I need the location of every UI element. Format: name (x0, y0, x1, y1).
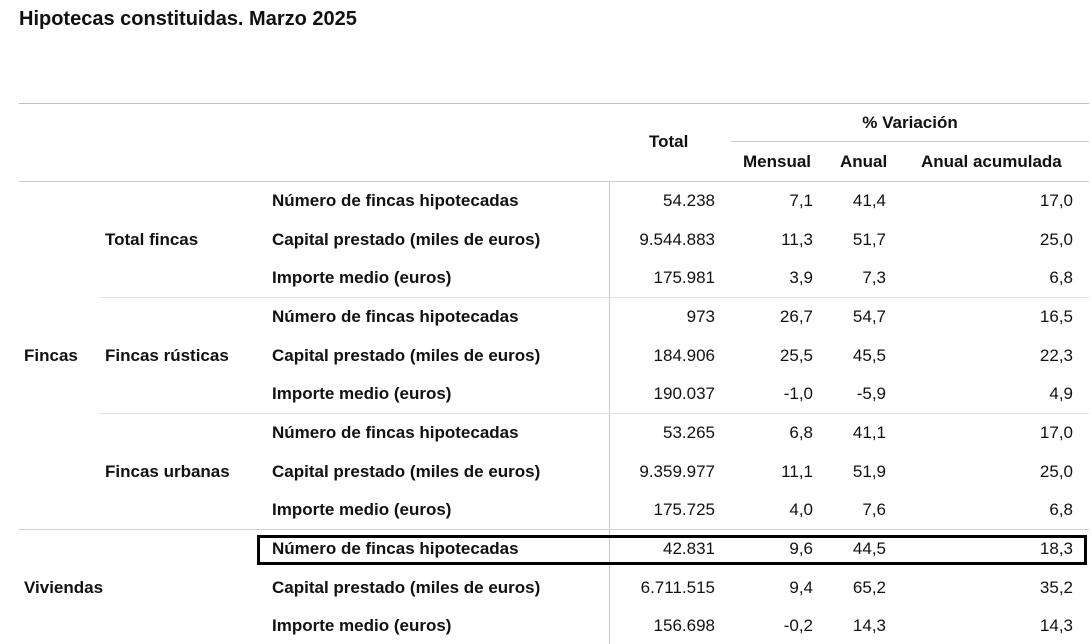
cell-anual: 41,4 (852, 191, 886, 210)
header-mensual: Mensual (743, 152, 812, 171)
row-label: Capital prestado (miles de euros) (272, 578, 541, 597)
row-label: Número de fincas hipotecadas (272, 307, 519, 326)
cell-anual-acumulada: 14,3 (1039, 616, 1073, 635)
group-label-fincas: Fincas (24, 346, 78, 365)
cell-mensual: 9,4 (789, 578, 813, 597)
cell-total: 6.711.515 (640, 578, 715, 597)
cell-anual-acumulada: 18,3 (1039, 539, 1073, 558)
cell-total: 156.698 (653, 616, 715, 635)
row-label: Capital prestado (miles de euros) (272, 346, 541, 365)
cell-anual: 51,9 (852, 462, 886, 481)
cell-anual-acumulada: 35,2 (1039, 578, 1073, 597)
cell-anual-acumulada: 16,5 (1039, 307, 1073, 326)
row-label: Importe medio (euros) (272, 268, 452, 287)
highlight-box (257, 535, 1087, 565)
header-total: Total (649, 132, 689, 151)
variacion-underline (731, 141, 1089, 142)
cell-total: 9.544.883 (639, 230, 715, 249)
cell-mensual: 6,8 (789, 423, 813, 442)
cell-total: 53.265 (663, 423, 715, 442)
cell-mensual: 11,3 (781, 230, 813, 249)
row-label: Número de fincas hipotecadas (272, 191, 519, 210)
subgroup-label-fincas-urbanas: Fincas urbanas (105, 462, 230, 481)
subgroup-separator (99, 413, 1089, 414)
cell-anual-acumulada: 6,8 (1049, 500, 1073, 519)
header-bottom-rule (19, 181, 1089, 182)
subgroup-label-total-fincas: Total fincas (105, 230, 199, 249)
page-title: Hipotecas constituidas. Marzo 2025 (19, 8, 357, 30)
cell-mensual: 11,1 (781, 462, 813, 481)
group-separator (19, 529, 1089, 530)
cell-anual: 54,7 (852, 307, 886, 326)
cell-anual: 45,5 (852, 346, 886, 365)
cell-anual: 51,7 (852, 230, 886, 249)
cell-anual: 7,3 (862, 268, 886, 287)
cell-mensual: -0,2 (783, 616, 813, 635)
cell-total: 175.725 (653, 500, 715, 519)
cell-anual-acumulada: 22,3 (1039, 346, 1073, 365)
cell-anual: 14,3 (852, 616, 886, 635)
cell-anual-acumulada: 17,0 (1039, 423, 1073, 442)
cell-anual-acumulada: 6,8 (1049, 268, 1073, 287)
cell-mensual: 3,9 (789, 268, 813, 287)
cell-anual: -5,9 (856, 384, 886, 403)
row-label: Capital prestado (miles de euros) (272, 230, 541, 249)
row-label: Número de fincas hipotecadas (272, 423, 519, 442)
cell-total: 973 (686, 307, 715, 326)
cell-total: 9.359.977 (639, 462, 715, 481)
cell-mensual: -1,0 (783, 384, 813, 403)
cell-total: 54.238 (663, 191, 715, 210)
cell-total: 190.037 (653, 384, 715, 403)
header-variacion: % Variación (862, 113, 958, 132)
subgroup-separator (99, 297, 1089, 298)
cell-total: 184.906 (653, 346, 715, 365)
cell-anual-acumulada: 25,0 (1039, 462, 1073, 481)
cell-anual-acumulada: 17,0 (1039, 191, 1073, 210)
row-label: Capital prestado (miles de euros) (272, 462, 541, 481)
cell-total: 175.981 (653, 268, 715, 287)
row-label: Número de fincas hipotecadas (272, 539, 519, 558)
cell-anual: 7,6 (862, 500, 886, 519)
row-label: Importe medio (euros) (272, 500, 452, 519)
cell-mensual: 26,7 (779, 307, 813, 326)
cell-anual-acumulada: 4,9 (1049, 384, 1073, 403)
cell-anual: 65,2 (852, 578, 886, 597)
header-anual-acumulada: Anual acumulada (921, 152, 1062, 171)
header-anual: Anual (840, 152, 888, 171)
cell-mensual: 4,0 (789, 500, 813, 519)
group-label-viviendas: Viviendas (24, 578, 104, 597)
cell-anual-acumulada: 25,0 (1039, 230, 1073, 249)
cell-total: 42.831 (663, 539, 715, 558)
cell-mensual: 25,5 (779, 346, 813, 365)
header-top-rule (19, 103, 1089, 104)
cell-anual: 41,1 (852, 423, 886, 442)
row-label: Importe medio (euros) (272, 384, 452, 403)
cell-mensual: 7,1 (789, 191, 813, 210)
cell-mensual: 9,6 (789, 539, 813, 558)
row-label: Importe medio (euros) (272, 616, 452, 635)
subgroup-label-fincas-rusticas: Fincas rústicas (105, 346, 229, 365)
cell-anual: 44,5 (852, 539, 886, 558)
